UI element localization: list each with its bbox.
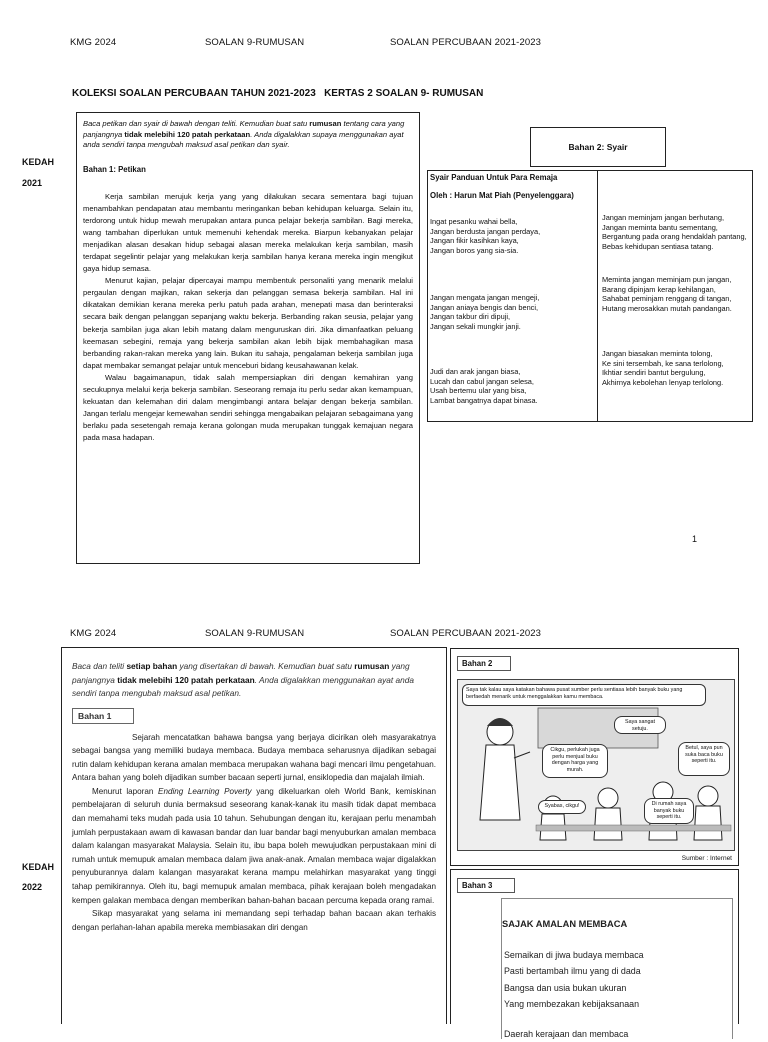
comic-bubble-1: Saya sangat setuju. — [614, 716, 666, 734]
page1-header-center: SOALAN 9-RUMUSAN — [205, 37, 305, 48]
comic-teacher-speech: Saya tak kalau saya katakan bahawa pusat sumber perlu sentiasa lebih banyak buku yang berfaedah menarik untuk menggalakkan kamu membaca. — [462, 684, 706, 706]
comic-bubble-3: Betul, saya pun suka baca buku seperti itu. — [678, 742, 730, 776]
comic-source: Sumber : Internet — [681, 855, 732, 862]
page1-header-left: KMG 2024 — [70, 37, 117, 48]
page2-bahan2-box — [450, 648, 739, 866]
page2-header-right: SOALAN PERCUBAAN 2021-2023 — [390, 628, 541, 639]
sajak-line-4: Yang membezakan kebijaksanaan — [504, 998, 640, 1009]
page1-collection-title: KOLEKSI SOALAN PERCUBAAN TAHUN 2021-2023 KERTAS 2 SOALAN 9- RUMUSAN — [72, 88, 484, 99]
page2-instruction: Baca dan teliti setiap bahan yang disertakan di bawah. Kemudian buat satu rumusan yang panjangnya tidak melebihi 120 patah perkataan. Anda digalakkan menggunakan ayat anda sendiri tanpa mengubah maksud asal petikan. — [72, 661, 414, 698]
syair-right-stanza-1: Jangan meminjam jangan berhutang, Jangan meminta bantu sementang, Bergantung pada orang hendaklah pantang, Bebas kehidupan sentiasa tatang. — [602, 213, 747, 251]
comic-bubble-5: Di rumah saya banyak buku seperti itu. — [644, 798, 694, 824]
sajak-lines — [504, 947, 644, 1042]
page2-bahan1-label: Bahan 1 — [72, 708, 134, 724]
page2-bahan2-label: Bahan 2 — [457, 656, 511, 671]
page2-passage-box — [61, 647, 447, 1024]
page1-paragraph-3: Walau bagaimanapun, tidak salah mempersiapkan diri dengan kemahiran yang secukupnya melalui kerja bekerja sambilan. Seseorang remaja itu perlu sedar akan kemampuan, kekuatan dan kelemahan diri dalam mengimbangi antara belajar dengan bekerja sambilan. Jangan terlalu mengejar kemewahan sendiri sehingga mengabaikan pelajaran sebagaimana yang berlaku pada sesetengah remaja kerana golongan muda merupakan tunggak kemajuan negara pada masa hadapan. — [83, 372, 413, 443]
page1-instruction: Baca petikan dan syair di bawah dengan teliti. Kemudian buat satu rumusan tentang cara yang panjangnya tidak melebihi 120 patah perkataan. Anda digalakkan supaya menggunakan ayat anda sendiri tanpa mengubah maksud asal petikan dan syair. — [83, 119, 405, 149]
page2-state-label: KEDAH — [22, 862, 55, 872]
page2-header-center: SOALAN 9-RUMUSAN — [205, 628, 305, 639]
page2-paragraph-1: Sejarah mencatatkan bahawa bangsa yang berjaya dicirikan oleh masyarakatnya sebagai bangsa yang memiliki budaya membaca. Budaya membaca seharusnya dijadikan sebagai rutin dalam kehidupan kerana amalan membaca merupakan wahana bagi mencari ilmu pengetahuan. Antara bahan yang boleh dijadikan sumber bacaan seperti jurnal, ensiklopedia dan majalah ilmiah. — [72, 732, 436, 783]
page2-year-label: 2022 — [22, 882, 43, 892]
page1-year-label: 2021 — [22, 178, 43, 188]
syair-right-stanza-3: Jangan biasakan meminta tolong, Ke sini tersembah, ke sana terlolong, Ikhtiar sendiri bantut bergulung, Akhirnya kebolehan lenyap terlolong. — [602, 349, 724, 387]
page1-paragraph-2: Menurut kajian, pelajar dipercayai mampu membentuk personaliti yang menarik melalui pergaulan dengan majikan, rakan sekerja dan pelanggan semasa bekerja sambilan. Hal ini dikatakan demikian kerana mereka perlu patuh pada arahan, menepati masa dan berinteraksi secara baik dengan pelanggan sepanjang waktu bekerja. Berbanding rakan seusia, pelajar yang bekerja sambilan juga akan lebih matang dalam menguruskan diri. Jika dimanfaatkan peluang keemasan sebegini, remaja yang bekerja sambilan akan lebih bijak membahagikan masa berbanding rakan-rakan mereka yang lain. Bukan itu sahaja, pengalaman bekerja sambilan juga dapat membakar semangat pelajar untuk menceburi bidang keusahawanan kelak. — [83, 276, 413, 370]
sajak-line-5: Daerah kerajaan dan membaca — [504, 1029, 629, 1040]
comic-bubble-2: Cikgu, perlukah juga perlu menjual buku dengan harga yang murah. — [542, 744, 608, 778]
syair-right-stanza-2: Meminta jangan meminjam pun jangan, Barang dipinjam kerap kehilangan, Sahabat peminjam renggang di tangan, Hutang merosakkan mutah pandangan. — [602, 275, 732, 313]
comic-bubble-4: Syabas, cikgu! — [538, 800, 586, 814]
page2-paragraph-3: Sikap masyarakat yang selama ini memandang sepi terhadap bahan bacaan akan terhakis dengan perlahan-lahan apabila mereka membiasakan diri dengan — [72, 909, 436, 932]
syair-column-divider — [597, 171, 598, 421]
page2-bahan3-label: Bahan 3 — [457, 878, 515, 893]
comic-illustration — [457, 679, 735, 851]
syair-left-stanza-2: Jangan mengata jangan mengeji, Jangan aniaya bengis dan benci, Jangan takbur diri dipuji, Jangan sekali mungkir janji. — [430, 293, 540, 331]
sajak-line-1: Semaikan di jiwa budaya membaca — [504, 950, 644, 960]
page1-bahan2-label: Bahan 2: Syair — [530, 127, 666, 167]
page1-paragraph-1: Kerja sambilan merujuk kerja yang yang dilakukan secara sementara bagi tujuan menambahkan pendapatan atau membantu meringankan beban kehidupan keluarga. Selain itu, terdorong untuk hidup mewah merupakan antara punca pelajar bekerja sambilan. Bagi mereka, wang tambahan diperlukan untuk memenuhi kehendak mereka. Biarpun kebanyakan pelajar menjadikan alasan desakan hidup sebagai alasan mereka melakukan kerja sambilan, masih terdapat segelintir pelajar yang melakukan kerja sambilan hanya kerana mereka ingin mengikut gaya hidup semasa. — [83, 191, 413, 274]
page2-bahan3-box — [450, 869, 739, 1040]
page1-page-number: 1 — [692, 534, 698, 544]
syair-author: Oleh : Harun Mat Piah (Penyelenggara) — [430, 191, 574, 200]
syair-title: Syair Panduan Untuk Para Remaja — [430, 173, 558, 182]
sajak-card — [501, 898, 733, 1039]
syair-left-stanza-3: Judi dan arak jangan biasa, Lucah dan cabul jangan selesa, Usah bertemu ular yang bisa, Lambat bangatnya dapat binasa. — [430, 367, 538, 405]
page1-header-right: SOALAN PERCUBAAN 2021-2023 — [390, 37, 541, 48]
page1-state-label: KEDAH — [22, 157, 55, 167]
sajak-title: SAJAK AMALAN MEMBACA — [502, 919, 628, 929]
sajak-line-2: Pasti bertambah ilmu yang di dada — [504, 966, 641, 977]
page2-header-left: KMG 2024 — [70, 628, 117, 639]
page1-bahan1-title: Bahan 1: Petikan — [83, 164, 146, 174]
page1-passage-box — [76, 112, 420, 564]
syair-left-stanza-1: Ingat pesanku wahai bella, Jangan berdusta jangan perdaya, Jangan fikir kasihkan kaya, Jangan boros yang sia-sia. — [430, 217, 541, 255]
page1-syair-box — [427, 170, 753, 422]
page2-paragraph-2: Menurut laporan Ending Learning Poverty yang dikeluarkan oleh World Bank, kemiskinan pembelajaran di seluruh dunia bermaksud seseorang kanak-kanak itu masih tidak dapat membaca dan memahami teks mudah pada usia 10 tahun. Sehubungan dengan itu, kerajaan perlu menambah jumlah perpustakaan awam di kawasan bandar dan luar bandar bagi menyuburkan amalan membaca dalam kalangan masyarakat Malaysia. Selain itu, ibu bapa boleh mewujudkan perpustakaan mini di rumah untuk memupuk amalan membaca dalam jiwa anak-anak. Amalan membaca wajar digalakkan penyuburannya dalam kalangan masyarakat kerana mampu melahirkan masyarakat yang tinggi tahap pemikirannya. Oleh itu, bagi memupuk amalan membaca, pihak kerajaan boleh mengadakan kempen galakan membaca dengan memberikan bahan-bahan bacaan percuma kepada orang ramai. — [72, 786, 436, 905]
sajak-line-3: Bangsa dan usia bukan ukuran — [504, 982, 627, 993]
